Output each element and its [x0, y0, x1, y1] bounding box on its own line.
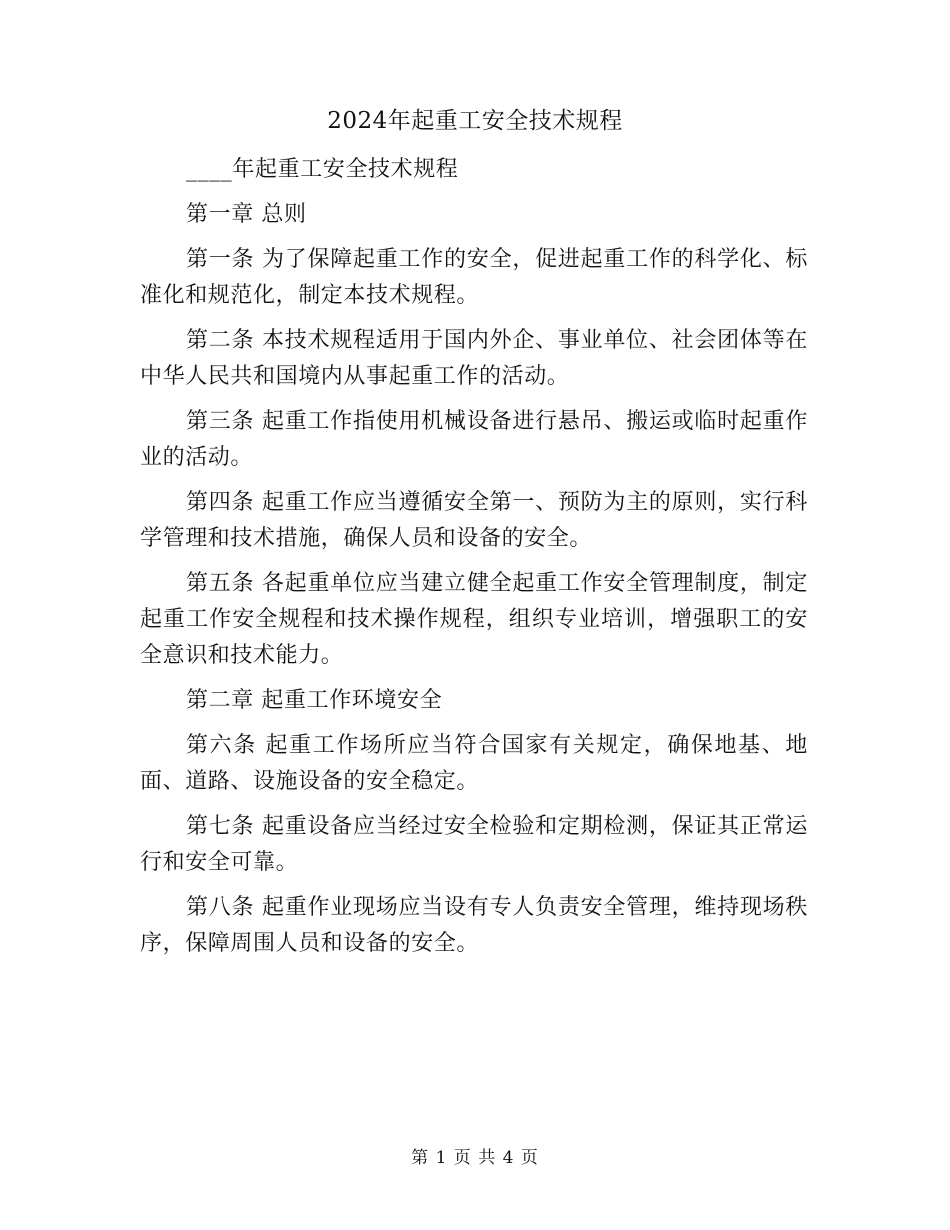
article-6: 第六条 起重工作场所应当符合国家有关规定，确保地基、地面、道路、设施设备的安全稳定。	[140, 733, 808, 794]
article-1: 第一条 为了保障起重工作的安全，促进起重工作的科学化、标准化和规范化，制定本技术规程。	[140, 247, 808, 308]
document-body	[140, 152, 808, 971]
chapter-heading-2: 第二章 起重工作环境安全	[186, 688, 443, 713]
article-2: 第二条 本技术规程适用于国内外企、事业单位、社会团体等在中华人民共和国境内从事起重工作的活动。	[140, 328, 808, 389]
paragraph-subtitle: ____年起重工安全技术规程	[186, 157, 459, 182]
article-8: 第八条 起重作业现场应当设有专人负责安全管理，维持现场秩序，保障周围人员和设备的安全。	[140, 895, 808, 956]
article-7: 第七条 起重设备应当经过安全检验和定期检测，保证其正常运行和安全可靠。	[140, 814, 808, 875]
page-footer: 第 1 页 共 4 页	[411, 1148, 539, 1168]
article-3: 第三条 起重工作指使用机械设备进行悬吊、搬运或临时起重作业的活动。	[140, 409, 808, 470]
document-title: 2024年起重工安全技术规程	[327, 108, 623, 134]
chapter-heading-1: 第一章 总则	[186, 202, 307, 227]
article-4: 第四条 起重工作应当遵循安全第一、预防为主的原则，实行科学管理和技术措施，确保人员和设备的安全。	[140, 490, 808, 551]
article-5: 第五条 各起重单位应当建立健全起重工作安全管理制度，制定起重工作安全规程和技术操作规程，组织专业培训，增强职工的安全意识和技术能力。	[140, 571, 808, 668]
